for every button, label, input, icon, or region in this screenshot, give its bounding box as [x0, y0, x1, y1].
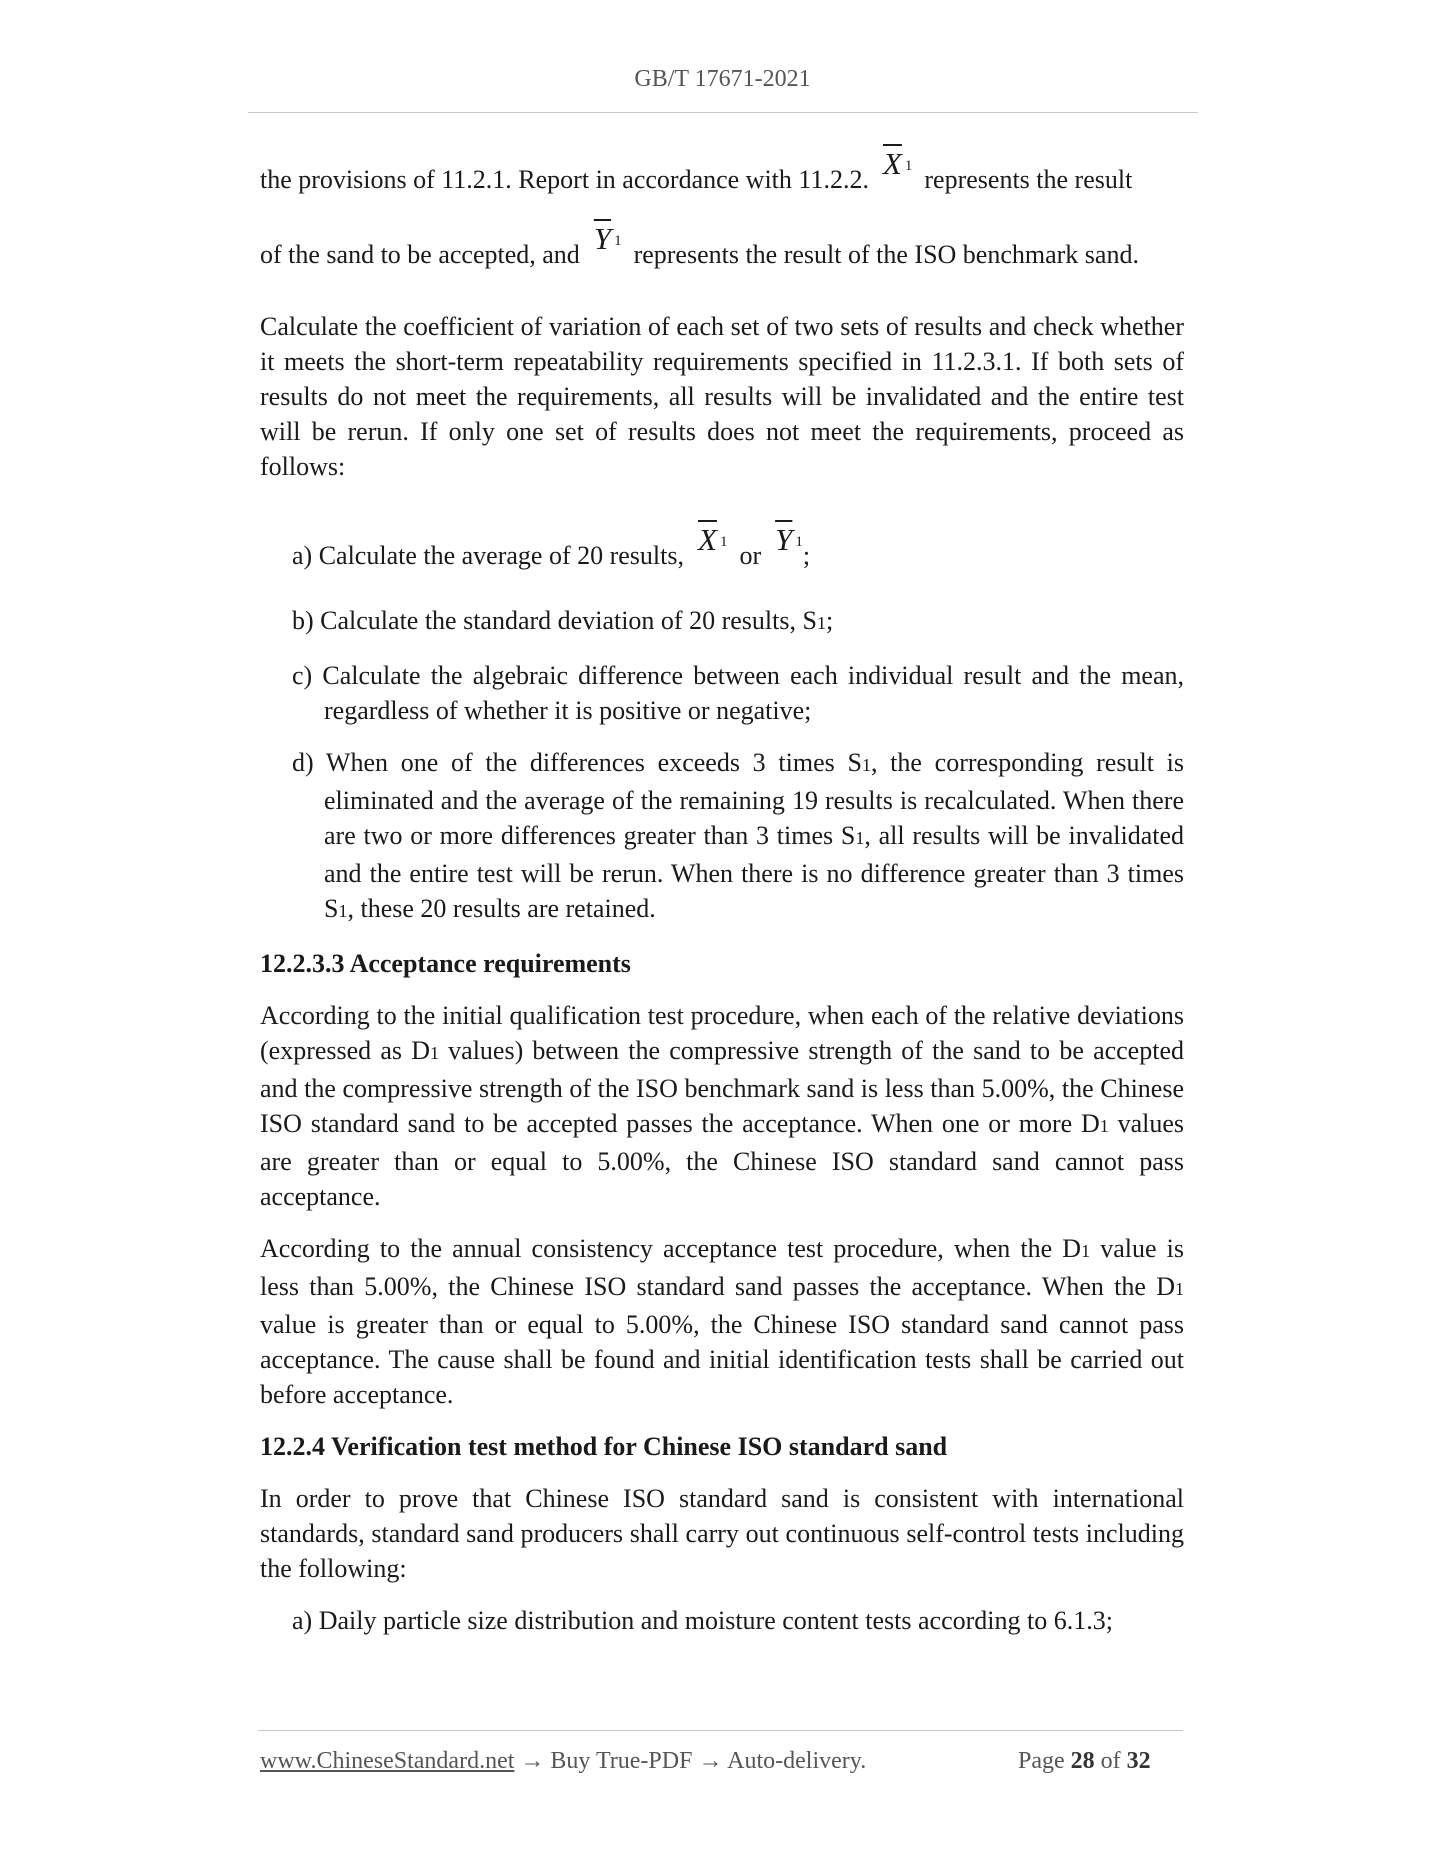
- chinesestandard-link[interactable]: www.ChineseStandard.net: [260, 1748, 515, 1774]
- page-content: [260, 146, 1185, 1638]
- section-heading-1224: 12.2.4 Verification test method for Chinese ISO standard sand: [260, 1432, 948, 1461]
- arrow-icon: →: [520, 1748, 545, 1774]
- paragraph-annual-consistency: According to the annual consistency acceptance test procedure, when the D1 value is less than 5.00%, the Chinese ISO standard sand passes the acceptance. When the D1 value is greater than or equal to 5.00%, the Chinese ISO standard sand cannot pass acceptance. The cause shall be found and initial identification tests shall be carried out before acceptance.: [260, 1234, 1184, 1409]
- arrow-icon: →: [698, 1748, 723, 1774]
- section-heading-12233: 12.2.3.3 Acceptance requirements: [260, 949, 631, 978]
- y1-mean-symbol: $\overline{Y}$: [775, 522, 793, 557]
- list-item-c: c) Calculate the algebraic difference between each individual result and the mean, regardless of whether it is positive or negative;: [292, 661, 1184, 725]
- list-item-a: a) Calculate the average of 20 results, $\overline{X}$ $^1$ or $\overline{Y}$ $^1$;: [292, 522, 811, 570]
- header-divider: [248, 112, 1198, 113]
- paragraph-coefficient: Calculate the coefficient of variation of each set of two sets of results and check whether it meets the short-term repeatability requirements specified in 11.2.3.1. If both sets of results do not meet the requirements, all results will be invalidated and the entire test will be rerun. If only one set of results does not meet the requirements, proceed as follows:: [260, 312, 1184, 481]
- paragraph-intro: the provisions of 11.2.1. Report in accordance with 11.2.2. $\overline{X}$ $^1$ represents the result: [260, 146, 1133, 194]
- current-page-number: 28: [1070, 1748, 1095, 1774]
- footer-delivery-text: Auto-delivery.: [727, 1748, 867, 1774]
- list-item-daily-tests: a) Daily particle size distribution and moisture content tests according to 6.1.3;: [292, 1606, 1113, 1635]
- total-page-number: 32: [1126, 1748, 1151, 1774]
- list-item-d: d) When one of the differences exceeds 3 times S1, the corresponding result is eliminated and the average of the remaining 19 results is recalculated. When there are two or more differences greater than 3 times S1, all results will be invalidated and the entire test will be rerun. When there is no difference greater than 3 times S1, these 20 results are retained.: [292, 748, 1184, 923]
- footer-buy-text: Buy True-PDF: [550, 1748, 693, 1774]
- x1-mean-symbol: $\overline{X}$: [698, 522, 717, 557]
- paragraph-verification: In order to prove that Chinese ISO standard sand is consistent with international standards, standard sand producers shall carry out continuous self-control tests including the following:: [260, 1484, 1184, 1583]
- paragraph-initial-qualification: According to the initial qualification test procedure, when each of the relative deviations (expressed as D1 values) between the compressive strength of the sand to be accepted and the compressive strength of the ISO benchmark sand is less than 5.00%, the Chinese ISO standard sand to be accepted passes the acceptance. When one or more D1 values are greater than or equal to 5.00%, the Chinese ISO standard sand cannot pass acceptance.: [260, 1001, 1185, 1211]
- paragraph-intro-cont: of the sand to be accepted, and $\overline{Y}$ $^1$ represents the result of the ISO benchmark sand.: [260, 221, 1139, 269]
- footer-links: [260, 1748, 866, 1775]
- document-header: GB/T 17671-2021: [634, 66, 811, 92]
- list-item-b: b) Calculate the standard deviation of 20 results, S1;: [292, 606, 834, 635]
- footer-divider: [258, 1730, 1183, 1731]
- page-indicator: Page 28 of 32: [1018, 1748, 1151, 1774]
- x1-mean-symbol: $\overline{X}$: [882, 146, 902, 181]
- y1-mean-symbol: $\overline{Y}$: [593, 221, 612, 256]
